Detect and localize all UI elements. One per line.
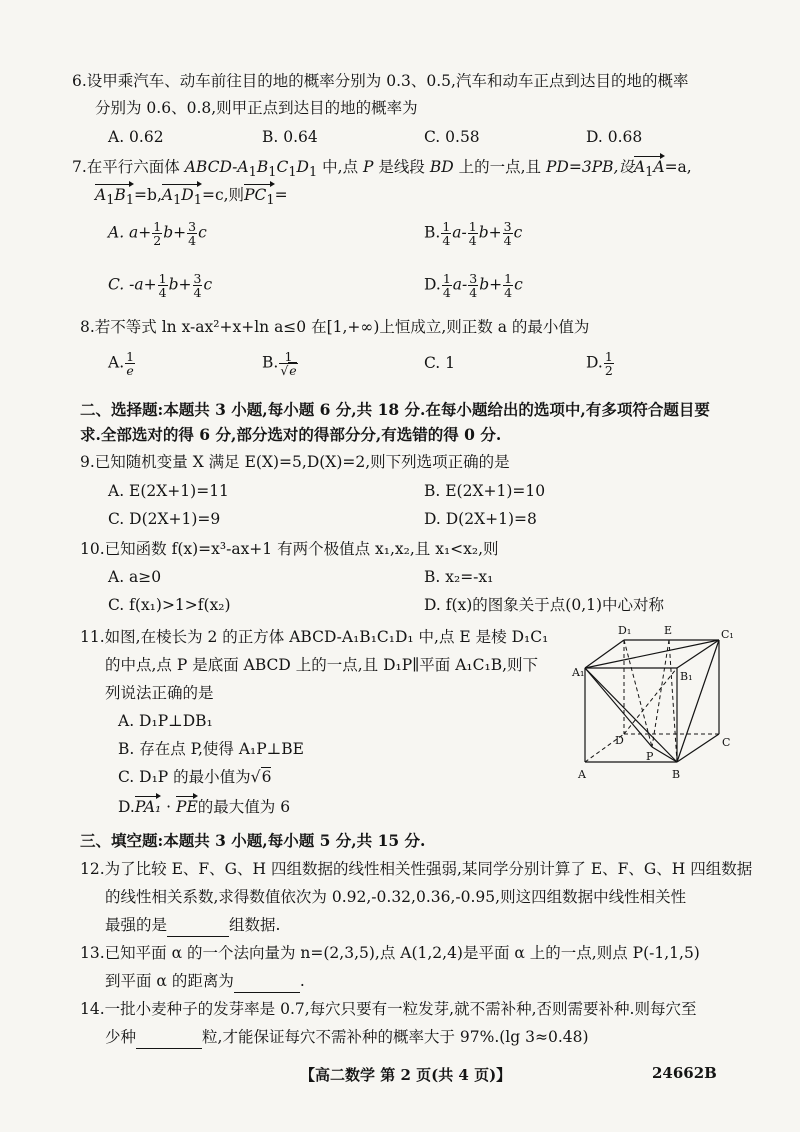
q6-line1: 6.设甲乘汽车、动车前往目的地的概率分别为 0.3、0.5,汽车和动车正点到达目的地的概率: [72, 72, 689, 90]
label-d: D: [615, 734, 624, 747]
q7-line1: 7.在平行六面体 ABCD-$A_1B_1C_1D_1$ 中,点 P 是线段 BD 上的一点,且 PD=3PB,设$A_1A=a$,: [72, 156, 692, 184]
label-a: A: [578, 768, 586, 781]
q12-answer-blank: [167, 914, 229, 937]
q13-answer-blank: [234, 970, 300, 993]
q8-option-c: C. 1: [424, 354, 456, 372]
q14-line2: 少种 粒,才能保证每穴不需补种的概率大于 97%.(lg 3≈0.48): [105, 1026, 589, 1049]
q7-option-b: B. $\frac{1}{4}$ a- $\frac{1}{4}$ b+ $\frac{3}{4}$ c: [424, 219, 523, 248]
section2-line1: 二、选择题:本题共 3 小题,每小题 6 分,共 18 分.在每小题给出的选项中,有多项符合题目要: [80, 400, 710, 419]
section2-line2: 求.全部选对的得 6 分,部分选对的得部分分,有选错的得 0 分.: [80, 425, 502, 444]
q12-line2: 的线性相关系数,求得数值依次为 0.92,-0.32,0.36,-0.95,则这四组数据中线性相关性: [105, 888, 687, 906]
label-b1: B₁: [680, 670, 693, 683]
q8-option-d: D. $\frac{1}{2}$: [586, 349, 613, 378]
q11-line2: 的中点,点 P 是底面 ABCD 上的一点,且 D₁P∥平面 A₁C₁B,则下: [105, 656, 539, 674]
q9-stem: 9.已知随机变量 X 满足 E(X)=5,D(X)=2,则下列选项正确的是: [80, 453, 510, 471]
q12-line1: 12.为了比较 E、F、G、H 四组数据的线性相关性强弱,某同学分别计算了 E、F、G、H 四组数据: [80, 860, 753, 878]
q9-option-d: D. D(2X+1)=8: [424, 510, 537, 528]
q11-line1: 11.如图,在棱长为 2 的正方体 ABCD-A₁B₁C₁D₁ 中,点 E 是棱 D₁C₁: [80, 628, 549, 646]
label-p: P: [646, 750, 654, 763]
q11-option-c: C. D₁P 的最小值为√6: [118, 768, 272, 786]
segment-ep-hidden: [652, 640, 669, 747]
segment-a1b: [585, 668, 677, 762]
segment-c1b: [677, 640, 719, 762]
q10-stem: 10.已知函数 f(x)=x³-ax+1 有两个极值点 x₁,x₂,且 x₁<x₂,则: [80, 540, 499, 558]
label-a1: A₁: [572, 666, 585, 679]
q10-option-d: D. f(x)的图象关于点(0,1)中心对称: [424, 596, 665, 614]
q6-option-c: C. 0.58: [424, 128, 480, 146]
q6-option-b: B. 0.64: [262, 128, 318, 146]
q13-line1: 13.已知平面 α 的一个法向量为 n=(2,3,5),点 A(1,2,4)是平面 α 上的一点,则点 P(-1,1,5): [80, 944, 700, 962]
q11-option-b: B. 存在点 P,使得 A₁P⊥BE: [118, 740, 304, 758]
label-c: C: [722, 736, 731, 749]
label-c1: C₁: [721, 628, 734, 641]
cube-figure: [572, 622, 732, 784]
label-e: E: [664, 624, 673, 637]
q8-option-b: B. $\frac{1}{√e}$: [262, 349, 297, 378]
q7-line2: $A_1B_1=b,A_1D_1=c$,则$PC_1=$: [95, 184, 288, 212]
q10-option-a: A. a≥0: [108, 568, 162, 586]
segment-eb-hidden: [669, 640, 677, 762]
q11-option-a: A. D₁P⊥DB₁: [118, 712, 213, 730]
page-footer: 【高二数学 第 2 页(共 4 页)】: [300, 1066, 512, 1084]
q6-option-d: D. 0.68: [586, 128, 643, 146]
q9-option-c: C. D(2X+1)=9: [108, 510, 221, 528]
q8-option-a: A. $\frac{1}{e}$: [108, 349, 135, 378]
edge-bc: [677, 734, 719, 762]
paper-code: 24662B: [652, 1064, 717, 1082]
q13-line2: 到平面 α 的距离为 .: [105, 970, 305, 993]
q7-option-a: A. a+ $\frac{1}{2}$ b+ $\frac{3}{4}$ c: [108, 219, 207, 248]
section3-heading: 三、填空题:本题共 3 小题,每小题 5 分,共 15 分.: [80, 831, 426, 850]
q7-option-d: D. $\frac{1}{4}$ a- $\frac{3}{4}$ b+ $\frac{1}{4}$ c: [424, 271, 523, 300]
q11-option-d: D.PA₁ · PE的最大值为 6: [118, 798, 291, 816]
q10-option-c: C. f(x₁)>1>f(x₂): [108, 596, 231, 614]
q14-line1: 14.一批小麦种子的发芽率是 0.7,每穴只要有一粒发芽,就不需补种,否则需要补种.则每穴至: [80, 1000, 697, 1018]
q9-option-a: A. E(2X+1)=11: [108, 482, 229, 500]
q14-answer-blank: [136, 1026, 202, 1049]
q7-option-c: C. -a+ $\frac{1}{4}$ b+ $\frac{3}{4}$ c: [108, 271, 213, 300]
q8-stem: 8.若不等式 ln x-ax²+x+ln a≤0 在[1,+∞)上恒成立,则正数 a 的最小值为: [80, 318, 590, 336]
label-b: B: [672, 768, 681, 781]
q6-line2: 分别为 0.6、0.8,则甲正点到达目的地的概率为: [95, 99, 418, 117]
q11-line3: 列说法正确的是: [105, 684, 214, 702]
q6-option-a: A. 0.62: [108, 128, 164, 146]
q12-line3: 最强的是 组数据.: [105, 914, 280, 937]
q10-option-b: B. x₂=-x₁: [424, 568, 494, 586]
q9-option-b: B. E(2X+1)=10: [424, 482, 546, 500]
label-d1: D₁: [618, 624, 632, 637]
